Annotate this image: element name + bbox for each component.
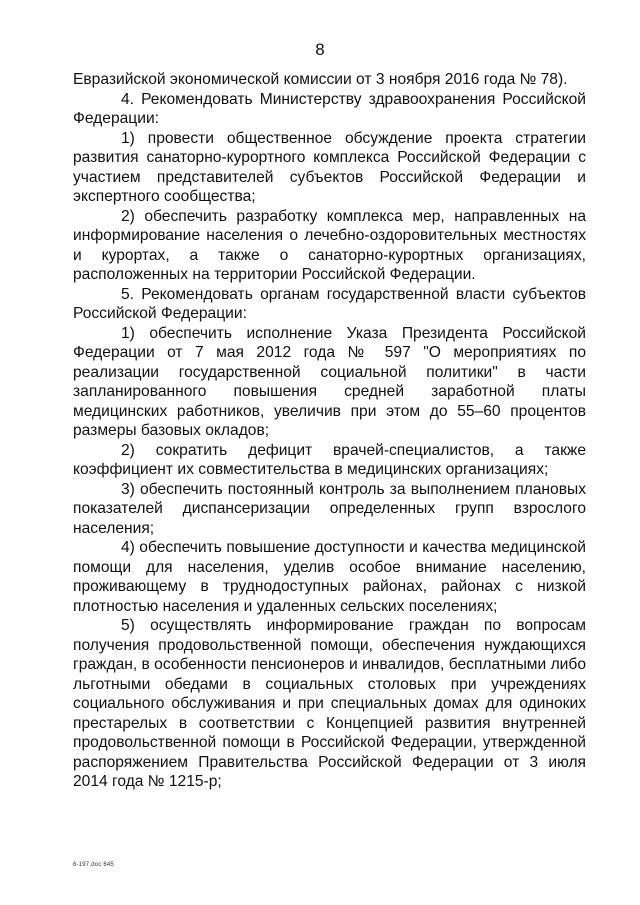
paragraph: 1) обеспечить исполнение Указа Президента Российской Федерации от 7 мая 2012 года № 597 "О мероприятиях по реализации государственной социальной политики" в части запланированного повышения средней заработной платы медицинских работников, увеличив при этом до 55–60 процентов размеры базовых окладов; xyxy=(73,324,586,439)
page-number: 8 xyxy=(315,40,325,59)
paragraph: 5. Рекомендовать органам государственной власти субъектов Российской Федерации: xyxy=(73,285,586,322)
paragraph: 4. Рекомендовать Министерству здравоохранения Российской Федерации: xyxy=(73,90,586,127)
paragraph: 4) обеспечить повышение доступности и качества медицинской помощи для населения, уделив особое внимание населению, проживающему в труднодоступных районах, районах с низкой плотностью населения и удаленных сельских поселениях; xyxy=(73,539,586,615)
document-body xyxy=(73,70,586,792)
paragraph: 5) осуществлять информирование граждан по вопросам получения продовольственной помощи, обеспечения нуждающихся граждан, в особенности пенсионеров и инвалидов, бесплатными либо льготными обедами в социальных столовых при учреждениях социального обслуживания и при специальных домах для одиноких престарелых в соответствии с Концепцией развития внутренней продовольственной помощи в Российской Федерации, утвержденной распоряжением Правительства Российской Федерации от 3 июля 2014 года № 1215-р; xyxy=(73,617,586,790)
paragraph: 3) обеспечить постоянный контроль за выполнением плановых показателей диспансеризации определенных групп взрослого населения; xyxy=(73,480,586,537)
footer-file-reference: 6-197.doc 645 xyxy=(73,862,114,868)
paragraph: 1) провести общественное обсуждение проекта стратегии развития санаторно-курортного комплекса Российской Федерации с участием представителей субъектов Российской Федерации и экспертного сообщества; xyxy=(73,129,586,205)
paragraph: 2) обеспечить разработку комплекса мер, направленных на информирование населения о лечебно-оздоровительных местностях и курортах, а также о санаторно-курортных организациях, расположенных на территории Российской Федерации. xyxy=(73,207,586,283)
paragraph: 2) сократить дефицит врачей-специалистов, а также коэффициент их совместительства в медицинских организациях; xyxy=(73,441,586,478)
paragraph: Евразийской экономической комиссии от 3 ноября 2016 года № 78). xyxy=(73,71,568,88)
